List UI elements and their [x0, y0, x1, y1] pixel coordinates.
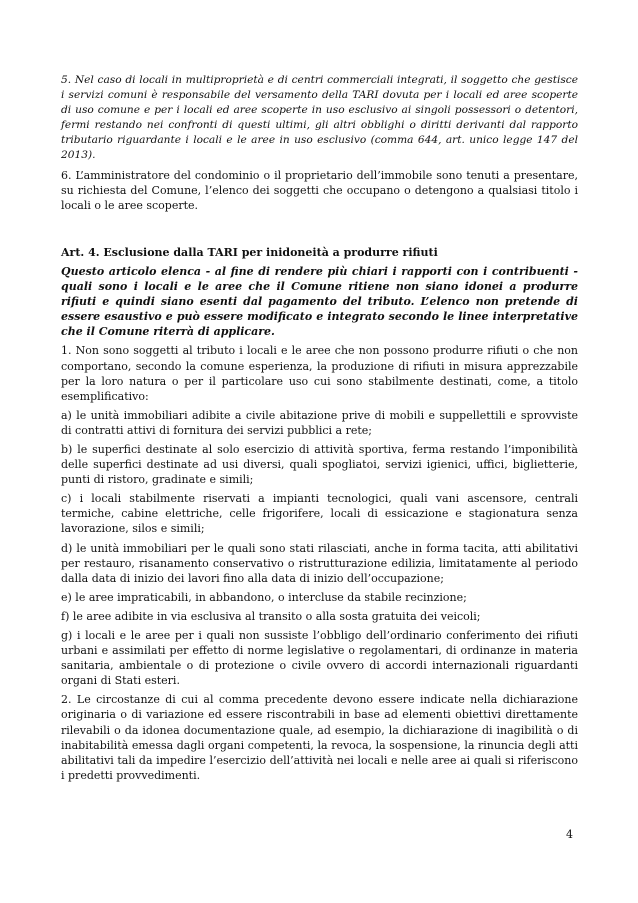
article-heading: Art. 4. Esclusione dalla TARI per inidoneità a produrre rifiuti — [61, 245, 438, 259]
list-item-b: b) le superfici destinate al solo esercizio di attività sportiva, ferma restando l’imponibilità delle superfici destinate ad usi diversi, quali spogliatoi, servizi igienici, uffici, biglietterie, punti di ristoro, gradinate e simili; — [61, 442, 578, 487]
list-item-d: d) le unità immobiliari per le quali sono stati rilasciati, anche in forma tacita, atti abilitativi per restauro, risanamento conservativo o ristrutturazione edilizia, limitatamente al periodo dalla data di inizio dei lavori fino alla data di inizio dell’occupazione; — [61, 541, 578, 585]
page-body — [61, 73, 578, 787]
list-item-a: a) le unità immobiliari adibite a civile abitazione prive di mobili e suppellettili e sprovviste di contratti attivi di fornitura dei servizi pubblici a rete; — [61, 408, 578, 437]
list-item-e: e) le aree impraticabili, in abbandono, o intercluse da stabile recinzione; — [61, 590, 467, 604]
section-spacer — [61, 217, 578, 231]
comma-2: 2. Le circostanze di cui al comma precedente devono essere indicate nella dichiarazione originaria o di variazione ed essere riscontrabili in base ad elementi obiettivi direttamente rilevabili o da idonea documentazione quale, ad esempio, la dichiarazione di inagibilità o di inabitabilità emessa dagli organi competenti, la revoca, la sospensione, la rinuncia degli atti abilitativi tali da impedire l’esercizio dell’attività nei locali e nelle aree ai quali si riferiscono i predetti provvedimenti. — [61, 693, 578, 782]
page-number: 4 — [566, 828, 573, 841]
list-item-c: c) i locali stabilmente riservati a impianti tecnologici, quali vani ascensore, centrali termiche, cabine elettriche, celle frigorifere, locali di essicazione e stagionatura senza lavorazione, silos e simili; — [61, 492, 578, 536]
list-item-g: g) i locali e le aree per i quali non sussiste l’obbligo dell’ordinario conferimento dei rifiuti urbani e assimilati per effetto di norme legislative o regolamentari, di ordinanze in materia sanitaria, ambientale o di protezione o civile ovvero di accordi internazionali riguardanti organi di Stati esteri. — [61, 629, 578, 688]
comma-1: 1. Non sono soggetti al tributo i locali e le aree che non possono produrre rifiuti o che non comportano, secondo la comune esperienza, la produzione di rifiuti in misura apprezzabile per la loro natura o per il particolare uso cui sono stabilmente destinati, come, a titolo esemplificativo: — [61, 344, 578, 403]
paragraph-5: 5. Nel caso di locali in multiproprietà e di centri commerciali integrati, il soggetto che gestisce i servizi comuni è responsabile del versamento della TARI dovuta per i locali ed aree scoperte di uso comune e per i locali ed aree scoperte in uso esclusivo ai singoli possessori o detentori, fermi restando nei confronti di questi ultimi, gli altri obblighi o diritti derivanti dal rapporto tributario riguardante i locali e le aree in uso esclusivo (comma 644, art. unico legge 147 del 2013). — [61, 74, 578, 162]
paragraph-6: 6. L’amministratore del condominio o il proprietario dell’immobile sono tenuti a presentare, su richiesta del Comune, l’elenco dei soggetti che occupano o detengono a qualsiasi titolo i locali o le aree scoperte. — [61, 168, 578, 212]
article-intro: Questo articolo elenca - al fine di rendere più chiari i rapporti con i contribuenti - quali sono i locali e le aree che il Comune ritiene non siano idonei a produrre rifiuti e quindi siano esenti dal pagamento del tributo. L’elenco non pretende di essere esaustivo e può essere modificato e integrato secondo le linee interpretative che il Comune riterrà di applicare. — [61, 264, 578, 339]
list-item-f: f) le aree adibite in via esclusiva al transito o alla sosta gratuita dei veicoli; — [61, 609, 481, 623]
